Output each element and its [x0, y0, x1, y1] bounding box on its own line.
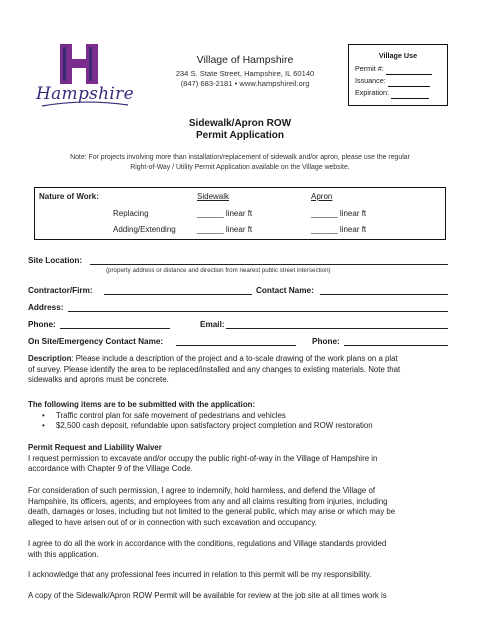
form-note	[32, 153, 448, 172]
indemnify-paragraph: For consideration of such permission, I agree to indemnify, hold harmless, and defend the Village of Hampshire, its officers, agents, and employees from any and all claims resulting from injuries, including death, damages or loses, including but not limited to the general public, which may arise or which may be alleged to have arisen out of or in connection with such excavation and occupancy.	[28, 486, 396, 527]
waiver-section: Permit Request and Liability Waiver I request permission to excavate and/or occupy the public right-of-way in the Village of Hampshire in accordance with Chapter 9 of the Village Code.	[28, 443, 452, 475]
address-label: Address:	[28, 303, 64, 312]
site-location-field[interactable]	[90, 256, 448, 265]
submit-heading: The following items are to be submitted with the application:	[28, 400, 256, 409]
apron-replacing-field[interactable]: ______ linear ft	[311, 209, 367, 218]
sidewalk-replacing-field[interactable]: ______ linear ft	[197, 209, 253, 218]
emergency-contact-label: On Site/Emergency Contact Name:	[28, 337, 164, 346]
permit-number-label: Permit #:	[355, 64, 384, 73]
logo-wordmark: Hampshire	[36, 84, 134, 104]
village-contact: (847) 683-2181 • www.hampshireil.org	[180, 79, 310, 88]
contractor-field[interactable]	[104, 286, 252, 295]
apron-adding-field[interactable]: ______ linear ft	[311, 225, 367, 234]
waiver-heading: Permit Request and Liability Waiver	[28, 443, 162, 452]
nature-of-work-box	[34, 187, 446, 240]
h-letter-icon	[60, 44, 98, 84]
list-item: • $2,500 cash deposit, refundable upon satisfactory project completion and ROW restoration	[28, 421, 452, 432]
apron-header: Apron	[311, 192, 333, 201]
contact-name-label: Contact Name:	[256, 286, 314, 295]
form-title-line2: Permit Application	[196, 130, 284, 141]
email-label: Email:	[200, 320, 225, 329]
replacing-label: Replacing	[113, 209, 149, 218]
phone2-field[interactable]	[344, 337, 448, 346]
issuance-label: Issuance:	[355, 76, 386, 85]
list-item: • Traffic control plan for safe movement of pedestrians and vehicles	[28, 411, 452, 422]
village-address: 234 S. State Street, Hampshire, IL 60140	[175, 69, 315, 78]
logo-swash	[40, 100, 130, 108]
permit-number-field[interactable]	[386, 67, 432, 75]
hampshire-logo-mark	[60, 44, 98, 89]
note-line1: Note: For projects involving more than installation/replacement of sidewalk and/or apron, please use the regular	[70, 154, 410, 161]
permit-copy-paragraph: A copy of the Sidewalk/Apron ROW Permit will be available for review at the job site at all times work is	[28, 591, 387, 600]
fees-paragraph: I acknowledge that any professional fees incurred in relation to this permit will be my responsibility.	[28, 570, 372, 579]
contact-name-field[interactable]	[320, 286, 448, 295]
village-name: Village of Hampshire	[196, 54, 294, 66]
issuance-field[interactable]	[388, 79, 430, 87]
form-title	[0, 118, 480, 142]
sidewalk-header: Sidewalk	[197, 192, 230, 201]
phone-label: Phone:	[28, 320, 56, 329]
site-location-hint: (property address or distance and direction from nearest public street intersection)	[106, 267, 331, 274]
description-paragraph: Description: Please include a description of the project and a to-scale drawing of the work plans on a plat of survey. Please identify the area to be replaced/installed and any changes to existing materials. Note that sidewalks and aprons must be concrete.	[28, 354, 401, 384]
phone2-label: Phone:	[312, 337, 340, 346]
contractor-label: Contractor/Firm:	[28, 286, 93, 295]
form-title-line1: Sidewalk/Apron ROW	[188, 118, 292, 129]
village-use-title: Village Use	[378, 51, 418, 60]
submit-section	[28, 400, 452, 432]
nature-of-work-label: Nature of Work:	[39, 192, 99, 201]
sidewalk-adding-field[interactable]: ______ linear ft	[197, 225, 253, 234]
email-field[interactable]	[226, 320, 448, 329]
site-location-label: Site Location:	[28, 256, 83, 265]
phone-field[interactable]	[60, 320, 170, 329]
expiration-field[interactable]	[391, 91, 429, 99]
submit-list	[28, 411, 452, 432]
village-use-box	[348, 44, 448, 106]
note-line2: Right-of-Way / Utility Permit Application available on the Village website.	[130, 163, 350, 171]
adding-extending-label: Adding/Extending	[113, 225, 176, 234]
description-label: Description	[28, 354, 72, 363]
expiration-label: Expiration:	[355, 88, 389, 97]
village-header	[160, 54, 330, 89]
emergency-contact-field[interactable]	[176, 337, 296, 346]
address-field[interactable]	[68, 303, 448, 312]
conditions-paragraph: I agree to do all the work in accordance with the conditions, regulations and Village standards provided with this application.	[28, 539, 387, 559]
